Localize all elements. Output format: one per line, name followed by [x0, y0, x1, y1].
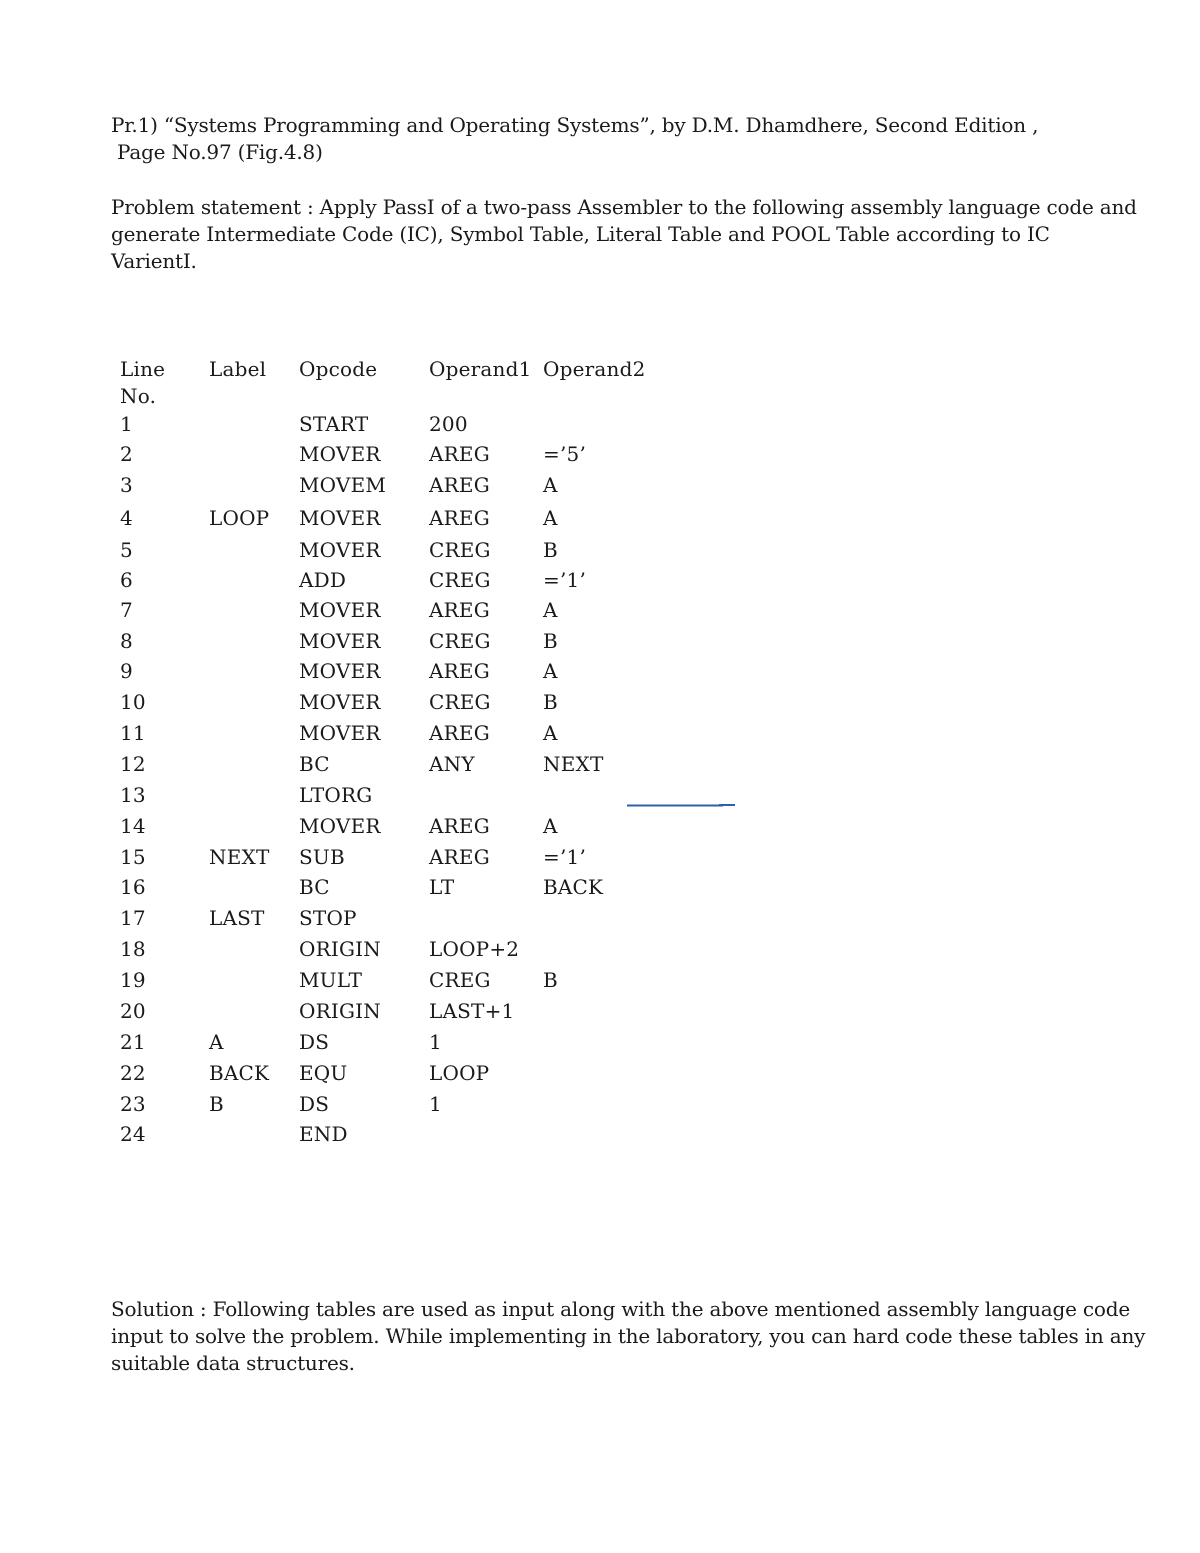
header-label: Label — [209, 357, 267, 381]
cell-opcode: MOVER — [299, 506, 381, 530]
cell-operand1: AREG — [429, 598, 490, 622]
cell-line-no: 4 — [120, 506, 133, 530]
cell-line-no: 6 — [120, 568, 133, 592]
cell-line-no: 12 — [120, 752, 146, 776]
cell-line-no: 13 — [120, 783, 146, 807]
cell-operand1: AREG — [429, 721, 490, 745]
solution-line-2: input to solve the problem. While implementing in the laboratory, you can hard code these tables in any — [111, 1324, 1146, 1348]
cell-line-no: 5 — [120, 538, 133, 562]
cell-label: A — [209, 1030, 224, 1054]
cell-line-no: 2 — [120, 442, 133, 466]
cell-opcode: MOVER — [299, 721, 381, 745]
cell-line-no: 7 — [120, 598, 133, 622]
cell-operand2: A — [543, 659, 558, 683]
problem-line-1: Problem statement : Apply PassI of a two-pass Assembler to the following assembly language code and — [111, 195, 1137, 219]
cell-opcode: MOVER — [299, 538, 381, 562]
cell-operand2: NEXT — [543, 752, 604, 776]
cell-line-no: 22 — [120, 1061, 146, 1085]
cell-opcode: MOVER — [299, 442, 381, 466]
cell-operand2: A — [543, 473, 558, 497]
header-opcode: Opcode — [299, 357, 378, 381]
reference-line-1: Pr.1) “Systems Programming and Operating Systems”, by D.M. Dhamdhere, Second Edition , — [111, 113, 1039, 137]
cell-line-no: 8 — [120, 629, 133, 653]
cell-operand1: CREG — [429, 968, 491, 992]
cell-opcode: ORIGIN — [299, 937, 381, 961]
cell-opcode: EQU — [299, 1061, 348, 1085]
cell-line-no: 20 — [120, 999, 146, 1023]
cell-line-no: 15 — [120, 845, 146, 869]
cell-operand1: CREG — [429, 629, 491, 653]
cell-operand2: BACK — [543, 875, 604, 899]
cell-line-no: 1 — [120, 412, 133, 436]
cell-opcode: END — [299, 1122, 348, 1146]
cell-operand2: B — [543, 629, 558, 653]
cell-operand2: =’5’ — [543, 442, 586, 466]
cell-operand1: LT — [429, 875, 455, 899]
cell-line-no: 14 — [120, 814, 146, 838]
cell-operand1: LOOP — [429, 1061, 490, 1085]
cell-opcode: MOVER — [299, 629, 381, 653]
cell-operand1: AREG — [429, 473, 490, 497]
cell-operand1: AREG — [429, 659, 490, 683]
problem-statement — [111, 194, 1137, 275]
solution-paragraph — [111, 1296, 1146, 1377]
header-line-no-part2: No. — [120, 384, 157, 408]
cell-line-no: 10 — [120, 690, 146, 714]
cell-opcode: LTORG — [299, 783, 373, 807]
cell-opcode: BC — [299, 752, 330, 776]
cell-line-no: 16 — [120, 875, 146, 899]
cell-line-no: 3 — [120, 473, 133, 497]
stray-pen-mark — [627, 804, 735, 808]
cell-operand2: B — [543, 690, 558, 714]
cell-operand1: ANY — [429, 752, 475, 776]
cell-operand1: 1 — [429, 1030, 442, 1054]
cell-operand1: AREG — [429, 442, 490, 466]
header-line-no-part1: Line — [120, 357, 166, 381]
cell-operand1: LAST+1 — [429, 999, 515, 1023]
cell-opcode: MOVER — [299, 659, 381, 683]
cell-label: LAST — [209, 906, 265, 930]
cell-line-no: 23 — [120, 1092, 146, 1116]
header-operand2: Operand2 — [543, 357, 646, 381]
cell-operand1: AREG — [429, 814, 490, 838]
problem-line-3: VarientI. — [111, 249, 197, 273]
cell-operand1: AREG — [429, 506, 490, 530]
cell-opcode: MOVER — [299, 690, 381, 714]
cell-operand1: 1 — [429, 1092, 442, 1116]
cell-operand2: A — [543, 598, 558, 622]
cell-line-no: 21 — [120, 1030, 146, 1054]
cell-operand2: A — [543, 506, 558, 530]
cell-opcode: STOP — [299, 906, 357, 930]
cell-line-no: 18 — [120, 937, 146, 961]
cell-opcode: DS — [299, 1092, 330, 1116]
cell-label: LOOP — [209, 506, 270, 530]
problem-line-2: generate Intermediate Code (IC), Symbol Table, Literal Table and POOL Table according to IC — [111, 222, 1050, 246]
cell-line-no: 11 — [120, 721, 146, 745]
cell-line-no: 24 — [120, 1122, 146, 1146]
cell-opcode: ORIGIN — [299, 999, 381, 1023]
cell-opcode: BC — [299, 875, 330, 899]
cell-opcode: SUB — [299, 845, 345, 869]
cell-operand1: CREG — [429, 690, 491, 714]
cell-operand2: A — [543, 721, 558, 745]
header-operand1: Operand1 — [429, 357, 532, 381]
cell-operand2: =’1’ — [543, 845, 586, 869]
cell-opcode: MOVEM — [299, 473, 387, 497]
solution-line-1: Solution : Following tables are used as input along with the above mentioned assembly language code — [111, 1297, 1130, 1321]
cell-line-no: 17 — [120, 906, 146, 930]
cell-line-no: 19 — [120, 968, 146, 992]
cell-label: NEXT — [209, 845, 270, 869]
cell-operand1: LOOP+2 — [429, 937, 520, 961]
cell-opcode: ADD — [299, 568, 347, 592]
cell-opcode: DS — [299, 1030, 330, 1054]
cell-operand2: =’1’ — [543, 568, 586, 592]
cell-opcode: MULT — [299, 968, 363, 992]
cell-opcode: MOVER — [299, 598, 381, 622]
cell-label: B — [209, 1092, 224, 1116]
solution-line-3: suitable data structures. — [111, 1351, 355, 1375]
header-line-no — [120, 355, 166, 408]
cell-operand2: A — [543, 814, 558, 838]
cell-opcode: MOVER — [299, 814, 381, 838]
cell-operand1: CREG — [429, 568, 491, 592]
cell-operand1: CREG — [429, 538, 491, 562]
cell-label: BACK — [209, 1061, 270, 1085]
cell-operand1: 200 — [429, 412, 468, 436]
reference-line-2: Page No.97 (Fig.4.8) — [117, 140, 323, 164]
cell-opcode: START — [299, 412, 369, 436]
cell-operand1: AREG — [429, 845, 490, 869]
cell-line-no: 9 — [120, 659, 133, 683]
cell-operand2: B — [543, 968, 558, 992]
cell-operand2: B — [543, 538, 558, 562]
